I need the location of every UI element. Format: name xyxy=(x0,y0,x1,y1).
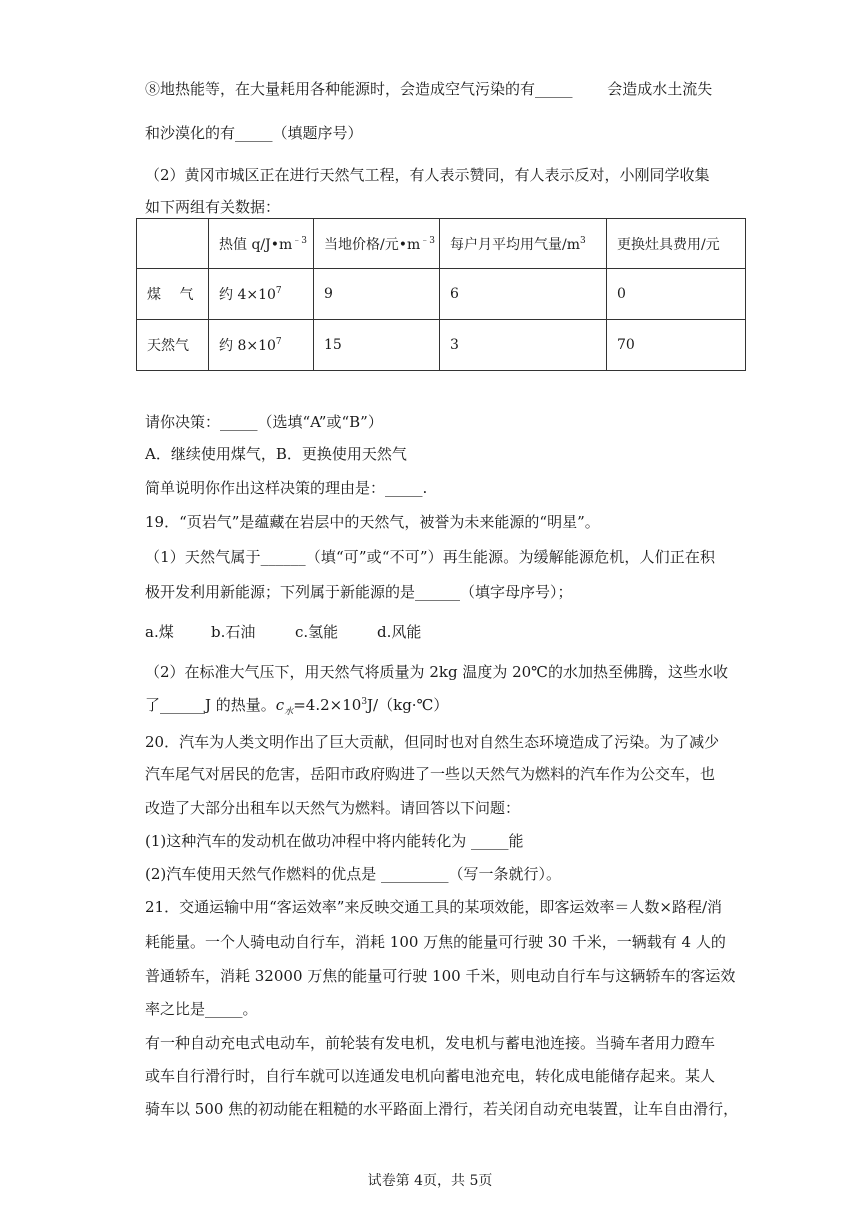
table-cell: 9 xyxy=(314,269,440,320)
question-text: 骑车以 500 焦的初动能在粗糙的水平路面上滑行，若关闭自动充电装置，让车自由滑行， xyxy=(145,1100,739,1118)
question-text: 极开发利用新能源；下列属于新能源的是______（填字母序号）； xyxy=(145,583,573,601)
table-cell: 天然气 xyxy=(137,320,209,371)
question-text: A．继续使用煤气，B．更换使用天然气 xyxy=(145,445,407,463)
question-text: 了______J 的热量。 xyxy=(145,696,276,714)
table-cell: 0 xyxy=(607,269,746,320)
table-header-cell: 更换灶具费用/元 xyxy=(607,219,746,269)
question-text: 如下两组有关数据： xyxy=(145,198,281,216)
question-text: 请你决策：_____（选填“A”或“B”） xyxy=(145,413,383,431)
question-text: 简单说明你作出这样决策的理由是：_____. xyxy=(145,479,428,497)
formula-exponent: 3 xyxy=(361,697,368,707)
table-header-cell xyxy=(137,219,209,269)
choice-option: d.风能 xyxy=(377,623,422,641)
table-header-cell: 当地价格/元$•m^{﹣3}$ xyxy=(314,219,440,269)
table-cell: 约 $4\times 10^7$ xyxy=(209,269,314,320)
question-text: 会造成水土流失 xyxy=(607,80,713,98)
question-text: ⑧地热能等，在大量耗用各种能源时，会造成空气污染的有_____ xyxy=(145,80,573,98)
question-text: 和沙漠化的有_____（填题序号） xyxy=(145,124,363,142)
table-cell: 3 xyxy=(440,320,607,371)
question-text: 耗能量。一个人骑电动自行车，消耗 100 万焦的能量可行驶 30 千米，一辆载有 4 人的 xyxy=(145,933,726,951)
question-text: 改造了大部分出租车以天然气为燃料。请回答以下问题： xyxy=(145,799,521,817)
question-text: 或车自行滑行时，自行车就可以连通发电机向蓄电池充电，转化成电能储存起来。某人 xyxy=(145,1067,716,1085)
table-cell: 15 xyxy=(314,320,440,371)
table-cell: 煤 气 xyxy=(137,269,209,320)
question-text: （1）天然气属于______（填“可”或“不可”）再生能源。为缓解能源危机，人们正在积 xyxy=(145,548,715,566)
question-text: 普通轿车，消耗 32000 万焦的能量可行驶 100 千米，则电动自行车与这辆轿车的客运效 xyxy=(145,967,736,985)
formula-symbol: c xyxy=(275,696,285,714)
question-text: (1)这种汽车的发动机在做功冲程中将内能转化为 _____能 xyxy=(145,832,524,850)
question-text: 21．交通运输中用“客运效率”来反映交通工具的某项效能，即客运效率＝人数×路程/消 xyxy=(145,898,723,916)
formula-text: J/（kg·℃） xyxy=(367,696,449,714)
choice-list xyxy=(145,621,421,643)
table-header-cell: 热值 $q/J•m^{﹣3}$ xyxy=(209,219,314,269)
choice-option: a.煤 xyxy=(145,623,174,641)
table-header-row xyxy=(137,219,746,269)
choice-option: b.石油 xyxy=(211,623,256,641)
text-line xyxy=(145,78,712,100)
question-text: (2)汽车使用天然气作燃料的优点是 _________（写一条就行）。 xyxy=(145,865,562,883)
choice-option: c.氢能 xyxy=(295,623,339,641)
formula-text: =4.2×10 xyxy=(293,696,362,714)
question-text: （2）黄冈市城区正在进行天然气工程，有人表示赞同，有人表示反对，小刚同学收集 xyxy=(145,166,710,184)
question-text: 汽车尾气对居民的危害，岳阳市政府购进了一些以天然气为燃料的汽车作为公交车，也 xyxy=(145,765,716,783)
question-text: 率之比是_____。 xyxy=(145,1000,258,1018)
question-text: 有一种自动充电式电动车，前轮装有发电机，发电机与蓄电池连接。当骑车者用力蹬车 xyxy=(145,1034,716,1052)
question-text: 20．汽车为人类文明作出了巨大贡献，但同时也对自然生态环境造成了污染。为了减少 xyxy=(145,733,720,751)
table-cell: 6 xyxy=(440,269,607,320)
formula-subscript: 水 xyxy=(284,707,294,717)
table-cell: 70 xyxy=(607,320,746,371)
page-footer: 试卷第 4页，共 5页 xyxy=(367,1173,493,1189)
table-row xyxy=(137,269,746,320)
table-row xyxy=(137,320,746,371)
table-cell: 约 $8\times 10^7$ xyxy=(209,320,314,371)
text-line xyxy=(145,694,448,723)
question-text: 19．“页岩气”是蕴藏在岩层中的天然气，被誉为未来能源的“明星”。 xyxy=(145,513,600,531)
table-header-cell: 每户月平均用气量$/m^3$ xyxy=(440,219,607,269)
question-text: （2）在标准大气压下，用天然气将质量为 2kg 温度为 20℃的水加热至佛腾，这些水收 xyxy=(145,663,728,681)
fuel-data-table xyxy=(136,218,746,371)
